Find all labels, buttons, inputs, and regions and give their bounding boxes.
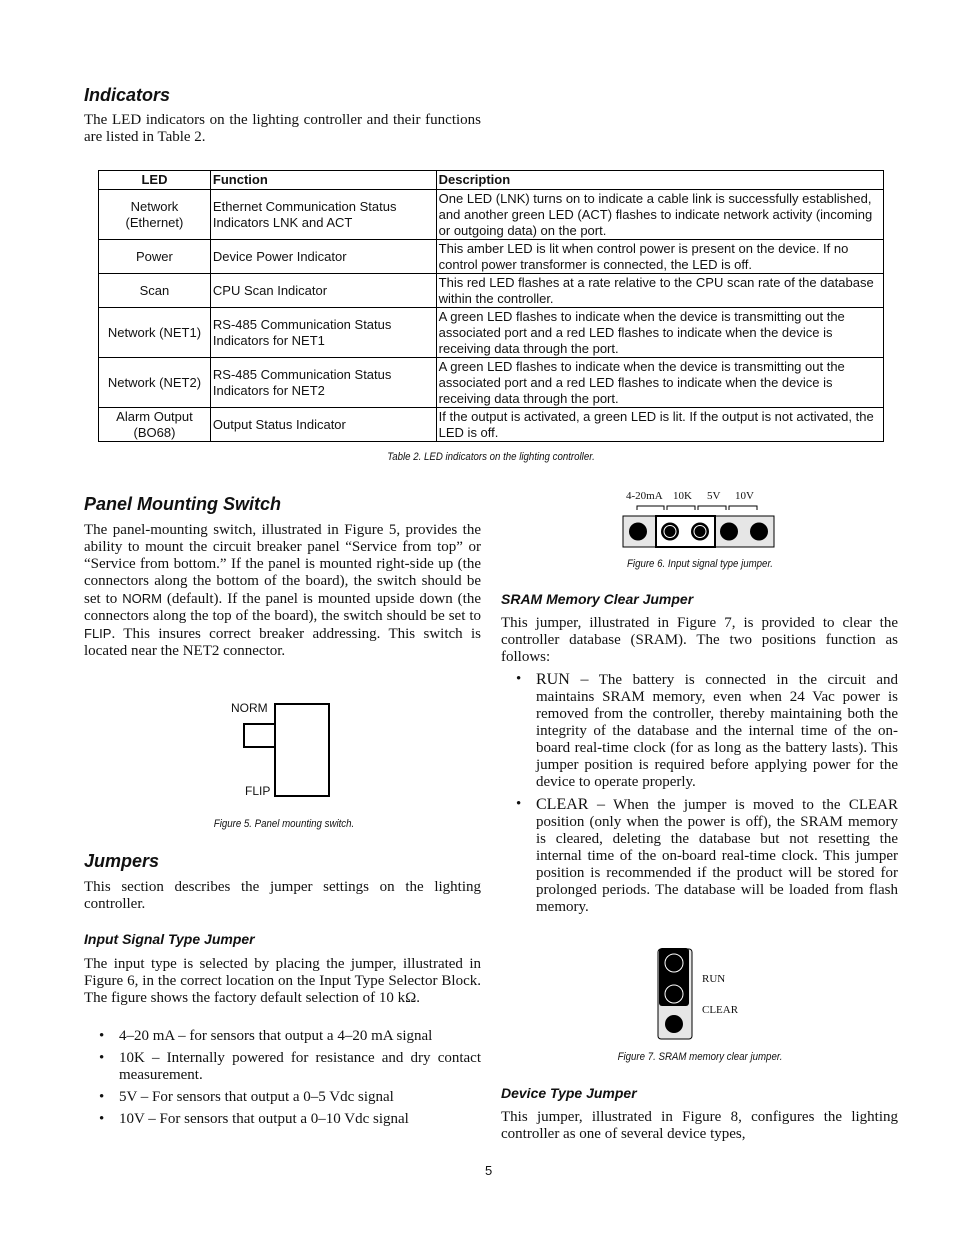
table-header: Function (210, 171, 436, 190)
table-row (99, 240, 884, 274)
jumper-label-10v: 10V (735, 490, 754, 502)
list-item: • 10K – Internally powered for resistance and dry contact measurement. (84, 1050, 481, 1084)
table-cell-description: A green LED flashes to indicate when the device is transmitting out the associated port and a red LED flashes to indicate when the device is receiving data through the port. (436, 358, 883, 408)
figure-6-input-jumper (620, 488, 780, 550)
table-cell-function: RS-485 Communication Status Indicators for NET1 (210, 308, 436, 358)
table-cell-function: Output Status Indicator (210, 408, 436, 442)
table-cell-function: Ethernet Communication Status Indicators LNK and ACT (210, 190, 436, 240)
section-heading-indicators: Indicators (84, 85, 171, 105)
indicators-intro: The LED indicators on the lighting controller and their functions are listed in Table 2. (84, 112, 481, 145)
jumper-label-clear: CLEAR (702, 1004, 739, 1016)
table-cell-led: Network (NET2) (99, 358, 211, 408)
table-cell-description: If the output is activated, a green LED is lit. If the output is not activated, the LED is off. (436, 408, 883, 442)
jumper-label-5v: 5V (707, 490, 721, 502)
table-header: LED (99, 171, 211, 190)
sram-list (501, 671, 898, 921)
device-type-paragraph: This jumper, illustrated in Figure 8, configures the lighting controller as one of several device types, (501, 1109, 898, 1142)
input-signal-list (84, 1028, 481, 1128)
table-row (99, 408, 884, 442)
table-caption: Table 2. LED indicators on the lighting controller. (387, 451, 595, 463)
sram-paragraph: This jumper, illustrated in Figure 7, is provided to clear the controller database (SRAM). The two positions function as follows: (501, 615, 898, 665)
table-cell-led: Power (99, 240, 211, 274)
subheading-sram: SRAM Memory Clear Jumper (501, 591, 694, 607)
panel-mounting-paragraph: The panel-mounting switch, illustrated in Figure 5, provides the ability to mount the circuit breaker panel “Service from top” or “Service from bottom.” If the panel is mounted right-side up (the connectors along the bottom of the board), the switch should be set to NORM (default). If the panel is mounted upside down (the connectors along the top of the board), the switch should be set to FLIP. This insures correct breaker addressing. This switch is located near the NET2 connector. (84, 522, 481, 659)
led-table (98, 170, 884, 442)
table-row (99, 190, 884, 240)
table-cell-description: One LED (LNK) turns on to indicate a cable link is successfully established, and another green LED (ACT) flashes to indicate network activity (incoming or outgoing data) on the port. (436, 190, 883, 240)
figure-5-caption: Figure 5. Panel mounting switch. (213, 818, 355, 830)
table-cell-led: Network (Ethernet) (99, 190, 211, 240)
switch-label-flip: FLIP (245, 784, 271, 798)
list-item-clear: • CLEAR – When the jumper is moved to the CLEAR position (only when the power is off), the SRAM memory is cleared, deleting the database but not resetting the internal time of the on-board real-time clock. This jumper position is recommended if the product will be stored for prolonged periods. The database will be loaded from flash memory. (501, 796, 898, 916)
sram-jumper-drawing (655, 946, 705, 1042)
input-signal-paragraph: The input type is selected by placing the jumper, illustrated in Figure 6, in the correct location on the Input Type Selector Block. The figure shows the factory default selection of 10 kΩ. (84, 956, 481, 1006)
figure-7-caption: Figure 7. SRAM memory clear jumper. (617, 1051, 783, 1063)
jumper-label-10k: 10K (673, 490, 692, 502)
table-cell-led: Alarm Output (BO68) (99, 408, 211, 442)
table-cell-description: A green LED flashes to indicate when the device is transmitting out the associated port and a red LED flashes to indicate when the device is receiving data through the port. (436, 308, 883, 358)
table-row (99, 358, 884, 408)
table-header-row (99, 171, 884, 190)
flip-setting: FLIP (84, 626, 112, 641)
jumper-label-run: RUN (702, 973, 726, 985)
table-cell-function: Device Power Indicator (210, 240, 436, 274)
section-heading-jumpers: Jumpers (84, 851, 160, 871)
list-item: • 5V – For sensors that output a 0–5 Vdc signal (84, 1089, 481, 1106)
subheading-device-type: Device Type Jumper (501, 1085, 637, 1101)
table-row (99, 308, 884, 358)
section-heading-panel-mounting: Panel Mounting Switch (84, 494, 281, 514)
table-cell-function: CPU Scan Indicator (210, 274, 436, 308)
list-item-run: • RUN – The battery is connected in the circuit and maintains SRAM memory, even when 24 Vac power is removed from the controller, thereby maintaining both the integrity of the database and the internal time of the on-board real-time clock (for as long as the battery lasts). This jumper position is required before applying power for the device to operate properly. (501, 671, 898, 791)
table-cell-description: This red LED flashes at a rate relative to the CPU scan rate of the database within the controller. (436, 274, 883, 308)
norm-setting: NORM (122, 591, 162, 606)
list-item: • 4–20 mA – for sensors that output a 4–20 mA signal (84, 1028, 481, 1045)
table-cell-function: RS-485 Communication Status Indicators for NET2 (210, 358, 436, 408)
figure-7-sram-jumper (655, 946, 775, 1042)
input-jumper-drawing (620, 488, 780, 550)
table-cell-description: This amber LED is lit when control power is present on the device. If no control power transformer is connected, the LED is off. (436, 240, 883, 274)
figure-5-panel-switch (228, 696, 338, 800)
table-cell-led: Scan (99, 274, 211, 308)
figure-6-caption: Figure 6. Input signal type jumper. (627, 558, 773, 570)
table-cell-led: Network (NET1) (99, 308, 211, 358)
table-header: Description (436, 171, 883, 190)
jumpers-intro: This section describes the jumper settings on the lighting controller. (84, 879, 481, 912)
switch-label-norm: NORM (231, 701, 268, 715)
jumper-label-4-20ma: 4-20mA (626, 490, 663, 502)
list-item: • 10V – For sensors that output a 0–10 Vdc signal (84, 1111, 481, 1128)
table-row (99, 274, 884, 308)
page-number: 5 (485, 1163, 493, 1178)
subheading-input-signal: Input Signal Type Jumper (84, 931, 255, 947)
